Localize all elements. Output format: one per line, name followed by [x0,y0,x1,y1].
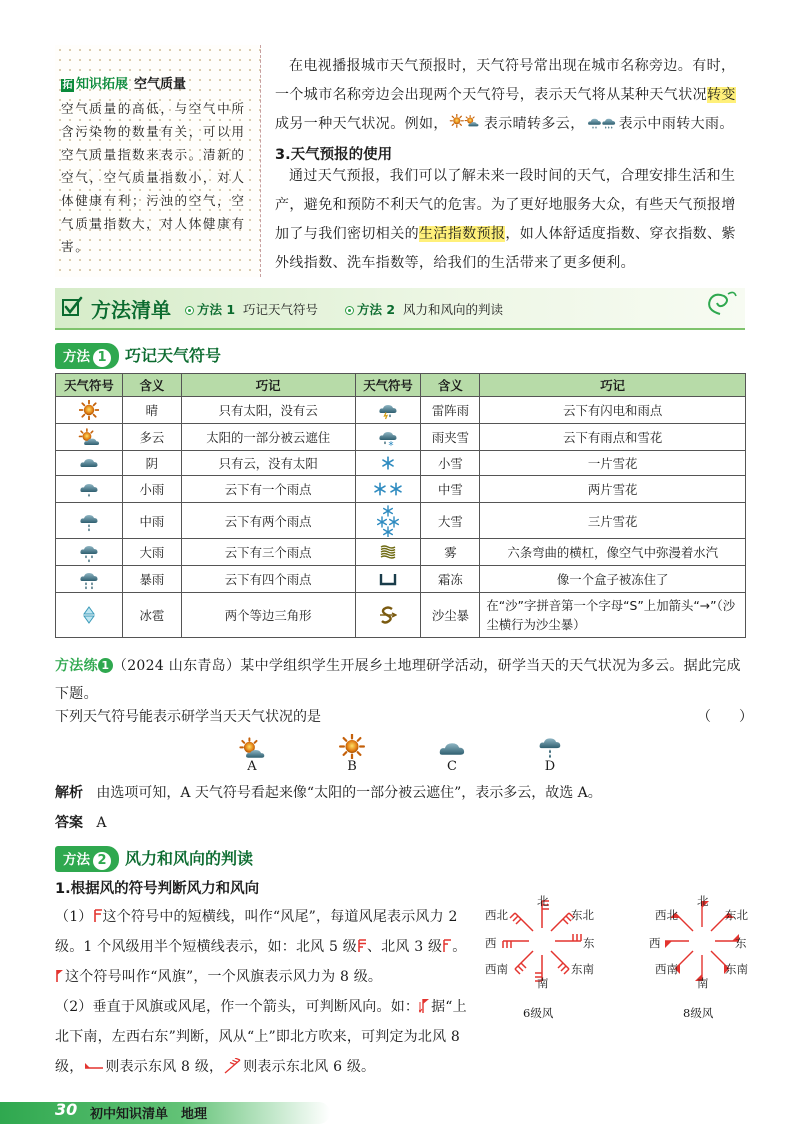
sunny-icon [56,397,123,424]
meaning-cell: 大雪 [421,503,480,539]
method-title: 巧记天气符号 [125,346,222,365]
answer-blank: （ ） [697,709,753,725]
wind-flag-icon [55,969,65,983]
column-header: 天气符号 [56,374,123,397]
meaning-cell: 中雨 [122,503,181,539]
method-tag [55,343,119,369]
heavy-snow-icon [355,503,421,539]
text-run: 这个符号叫作“风旗”，一个风旗表示风力为 8 级。 [65,969,383,985]
tip-cell: 云下有雨点和雪花 [480,424,746,451]
direction-label: 西南 [485,962,508,976]
overcast-icon [56,451,123,476]
text-run: 、北风 3 级 [366,939,443,955]
column-header: 含义 [122,374,181,397]
direction-label: 西 [485,936,497,950]
direction-label: 东 [583,936,595,950]
explanation-text: 由选项可知，A 天气符号看起来像“太阳的一部分被云遮住”，表示多云，故选 A。 [96,785,602,801]
meaning-cell: 小雪 [421,451,480,476]
explanation-label: 解析 [55,785,83,801]
hail-icon [56,593,123,638]
wind-subheading: 1.根据风的符号判断风力和风向 [55,881,260,897]
direction-label: 东南 [725,962,748,976]
method-list-banner [55,288,745,330]
option-label: B [347,759,357,774]
option-c [432,739,472,774]
banner-title: 方法清单 [91,298,171,322]
column-header: 天气符号 [355,374,421,397]
meaning-cell: 雾 [421,539,480,566]
text-run: （2）垂直于风旗或风尾，作一个箭头，可判断风向。如： [55,999,420,1015]
question-text: 下列天气符号能表示研学当天天气状况的是 [55,709,321,725]
option-label: A [247,759,257,774]
overcast-icon [432,739,472,759]
method-2-heading [55,846,253,872]
meaning-cell: 小雨 [122,476,181,503]
text-run: 则表示东北风 6 级。 [243,1059,376,1075]
direction-label: 西北 [655,908,678,922]
meaning-cell: 雨夹雪 [421,424,480,451]
option-label: D [544,759,556,774]
direction-label: 南 [537,976,549,990]
text-run: 表示中雨转大雨。 [618,116,734,132]
banner-method-text: 风力和风向的判读 [403,302,504,317]
rainstorm-icon [56,566,123,593]
meaning-cell: 雷阵雨 [421,397,480,424]
meaning-cell: 暴雨 [122,566,181,593]
knowledge-box [55,45,261,277]
wind-feather-icon [93,909,103,923]
knowledge-icon: 拓 [62,80,73,91]
knowledge-box-text: 空气质量的高低，与空气中所含污染物的数量有关，可以用空气质量指数来表示。清新的空气，空气质量指数小，对人体健康有利；污浊的空气，空气质量指数大，对人体健康有害。 [61,101,246,254]
knowledge-tag: 知识拓展 [76,77,129,92]
figure-caption: 8级风 [683,1006,714,1020]
option-label: C [447,759,457,774]
figure-caption: 6级风 [523,1006,554,1020]
cloudy-icon [232,737,272,759]
heavy-rain-icon [56,539,123,566]
meaning-cell: 阴 [122,451,181,476]
direction-label: 东北 [725,908,748,922]
direction-label: 东北 [571,908,594,922]
tip-cell: 云下有一个雨点 [181,476,355,503]
wind-paragraph-1 [55,902,480,992]
light-snow-icon [355,451,421,476]
text-run: 通过天气预报，我们可以了解未来一段时间的天气，合理安排生活和生产，避免和预防不利天气的危害。为了更好地服务大众，有些天气预报增加了与我们密切相关的 [275,168,736,242]
explanation [55,782,602,802]
north-wind-5-icon [357,939,367,953]
table-row [56,397,746,424]
tip-cell: 三片雪花 [480,503,746,539]
method-tag [55,846,119,872]
direction-label: 西南 [655,962,678,976]
direction-label: 西北 [485,908,508,922]
exercise-tag [55,658,113,674]
text-run: 据“上北下南，左西右东”判断，风从“上”即北方吹来，可判定为北风 8 级， [55,999,467,1075]
tip-cell: 六条弯曲的横杠，像空气中弥漫着水汽 [480,539,746,566]
meaning-cell: 冰雹 [122,593,181,638]
column-header: 巧记 [480,374,746,397]
footer-text: 初中知识清单 地理 [90,1107,208,1122]
banner-method-1 [185,300,318,318]
meaning-cell: 沙尘暴 [421,593,480,638]
sunny-to-cloudy-icon [448,114,484,130]
light-rain-icon [56,476,123,503]
checkbox-icon [61,296,83,318]
sunny-icon [332,734,372,759]
text-run: （1） [55,909,93,925]
knowledge-title: 空气质量 [134,77,187,92]
meaning-cell: 中雪 [421,476,480,503]
text-run: 在电视播报城市天气预报时，天气符号常出现在城市名称旁边。有时，一个城市名称旁边会出现两个天气符号，表示天气将从某种天气状况 [275,58,736,103]
tip-cell: 云下有三个雨点 [181,539,355,566]
tip-cell: 两片雪花 [480,476,746,503]
meaning-cell: 多云 [122,424,181,451]
exercise-tag-text: 方法练 [55,658,98,674]
thunder-shower-icon [355,397,421,424]
east-wind-8-icon [83,1062,105,1072]
moderate-rain-icon [530,736,570,759]
tip-cell: 云下有两个雨点 [181,503,355,539]
method-number: 1 [93,349,111,367]
wind-diagram-8 [649,893,755,1023]
north-wind-8-icon [419,998,431,1014]
banner-method-label: 方法 1 [197,302,236,317]
forecast-usage-paragraph [275,162,747,278]
weather-symbol-paragraph [275,52,747,139]
fog-icon [355,539,421,566]
text-run: 表示晴转多云， [483,116,585,132]
banner-method-2 [345,300,503,318]
moderate-snow-icon [355,476,421,503]
tip-cell: 一片雪花 [480,451,746,476]
direction-label: 东南 [571,962,594,976]
tip-cell: 太阳的一部分被云遮住 [181,424,355,451]
moderate-to-heavy-rain-icon [585,115,619,130]
banner-method-text: 巧记天气符号 [243,302,319,317]
tip-cell: 云下有四个雨点 [181,566,355,593]
text-run: 这个符号中的短横线，叫作“风尾”，每道风尾表示风力 2 级。1 个风级用半个短横线表示，如：北风 5 级 [55,909,458,955]
frost-icon [355,566,421,593]
text-run: 。 [452,939,467,955]
text-run: 成另一种天气状况。例如， [275,116,448,132]
method-number: 2 [93,852,111,870]
weather-symbol-table [55,373,746,638]
column-header: 巧记 [181,374,355,397]
method-tag-text: 方法 [63,852,90,868]
option-a [232,737,272,774]
banner-method-label: 方法 2 [357,302,396,317]
table-row [56,503,746,539]
highlight-text: 生活指数预报 [419,226,506,242]
tip-cell: 像一个盒子被冻住了 [480,566,746,593]
meaning-cell: 晴 [122,397,181,424]
column-header: 含义 [421,374,480,397]
answer-text: A [96,815,107,831]
direction-label: 东 [735,936,747,950]
exercise-intro-text: （2024 山东青岛）某中学组织学生开展乡土地理研学活动，研学当天的天气状况为多云。据此完成下题。 [55,658,741,702]
table-header-row [56,374,746,397]
direction-label: 北 [537,894,549,908]
tip-cell: 云下有闪电和雨点 [480,397,746,424]
method-title: 风力和风向的判读 [125,849,254,868]
method-tag-text: 方法 [63,349,90,365]
table-row [56,566,746,593]
sandstorm-icon [355,593,421,638]
wind-diagram-6 [485,893,600,1023]
method-1-heading [55,343,221,369]
cloudy-icon [56,424,123,451]
table-row [56,593,746,638]
direction-label: 南 [697,976,709,990]
table-row [56,476,746,503]
text-run: 则表示东风 8 级， [105,1059,224,1075]
option-b [332,734,372,774]
tip-cell: 两个等边三角形 [181,593,355,638]
table-row [56,424,746,451]
highlight-text: 转变 [707,87,736,103]
northeast-wind-6-icon [223,1058,243,1074]
knowledge-box-heading [61,73,186,92]
exercise-number: 1 [98,658,113,673]
tip-cell: 只有太阳，没有云 [181,397,355,424]
moderate-rain-icon [56,503,123,539]
wind-paragraph-2 [55,992,480,1082]
leaf-swirl-icon [700,288,740,318]
bullet-icon [185,306,194,315]
text-run: ，如人体舒适度指数、穿衣指数、紫外线指数、洗车指数等，给我们的生活带来了更多便利。 [275,226,736,271]
meaning-cell: 霜冻 [421,566,480,593]
section-heading: 3.天气预报的使用 [275,147,393,163]
exercise-intro [55,652,747,708]
table-row [56,539,746,566]
option-d [530,736,570,774]
page-number: 30 [55,1100,78,1119]
direction-label: 北 [697,894,709,908]
bullet-icon [345,306,354,315]
meaning-cell: 大雨 [122,539,181,566]
sleet-icon [355,424,421,451]
answer [55,812,106,832]
table-row [56,451,746,476]
direction-label: 西 [649,936,661,950]
answer-label: 答案 [55,815,83,831]
north-wind-3-icon [442,939,452,953]
tip-cell: 只有云，没有太阳 [181,451,355,476]
tip-cell: 在“沙”字拼音第一个字母“S”上加箭头“→”（沙尘横行为沙尘暴） [480,593,746,638]
